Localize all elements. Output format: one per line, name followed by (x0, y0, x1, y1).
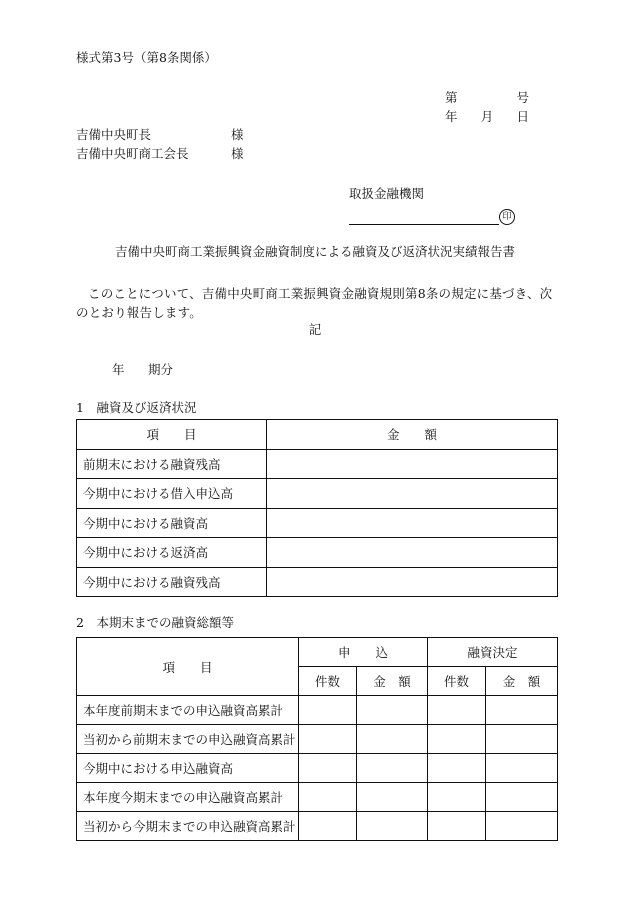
addressee-mayor-honorific: 様 (231, 127, 244, 142)
amount-cell[interactable] (267, 479, 558, 509)
amount-cell[interactable] (267, 538, 558, 568)
decision-count-cell[interactable] (428, 783, 486, 812)
row-label: 今期中における申込融資高 (77, 754, 299, 783)
table-row (77, 449, 558, 479)
addressee-mayor: 吉備中央町長 (76, 127, 152, 142)
decision-amount-cell[interactable] (486, 696, 558, 725)
row-label: 当初から今期末までの申込融資高累計 (77, 812, 299, 841)
table-header-row (77, 638, 558, 667)
header-application: 申 込 (299, 638, 428, 667)
bank-label: 取扱金融機関 (349, 186, 425, 201)
period-year: 年 (112, 362, 125, 377)
application-amount-cell[interactable] (357, 783, 428, 812)
addressee-chamber-honorific: 様 (231, 146, 244, 161)
table-row (77, 725, 558, 754)
subheader-decision-amount: 金 額 (486, 667, 558, 696)
application-count-cell[interactable] (299, 812, 357, 841)
subheader-application-count: 件数 (299, 667, 357, 696)
application-count-cell[interactable] (299, 725, 357, 754)
section2-heading: 2 本期末までの融資総額等 (76, 615, 234, 630)
row-label: 今期中における借入申込高 (77, 479, 267, 509)
form-number: 様式第3号（第8条関係） (76, 50, 217, 65)
table-row (77, 696, 558, 725)
row-label: 今期中における返済高 (77, 538, 267, 568)
table-row (77, 508, 558, 538)
document-number-suffix: 号 (516, 90, 529, 105)
total-loan-table (76, 637, 558, 841)
application-count-cell[interactable] (299, 696, 357, 725)
decision-count-cell[interactable] (428, 696, 486, 725)
row-label: 今期中における融資高 (77, 508, 267, 538)
decision-count-cell[interactable] (428, 754, 486, 783)
table-row (77, 754, 558, 783)
amount-cell[interactable] (267, 567, 558, 597)
header-amount: 金 額 (267, 420, 558, 450)
table-row (77, 479, 558, 509)
signature-line (349, 224, 499, 225)
body-text: このことについて、吉備中央町商工業振興資金融資規則第8条の規定に基づき、次のとおり報告します。 (76, 286, 553, 320)
header-decision: 融資決定 (428, 638, 558, 667)
row-label: 今期中における融資残高 (77, 567, 267, 597)
decision-amount-cell[interactable] (486, 725, 558, 754)
decision-count-cell[interactable] (428, 725, 486, 754)
decision-amount-cell[interactable] (486, 754, 558, 783)
period-suffix: 期分 (148, 362, 174, 377)
seal-mark-icon: 印 (499, 209, 515, 225)
table-row (77, 567, 558, 597)
row-label: 本年度前期末までの申込融資高累計 (77, 696, 299, 725)
date-month: 月 (480, 109, 494, 124)
header-item: 項 目 (77, 638, 299, 696)
ki-mark: 記 (308, 322, 322, 337)
application-amount-cell[interactable] (357, 812, 428, 841)
table-row (77, 538, 558, 568)
date-year: 年 (445, 109, 458, 124)
decision-amount-cell[interactable] (486, 783, 558, 812)
row-label: 当初から前期末までの申込融資高累計 (77, 725, 299, 754)
application-count-cell[interactable] (299, 783, 357, 812)
table-row (77, 783, 558, 812)
table-header-row (77, 420, 558, 450)
section1-heading: 1 融資及び返済状況 (76, 400, 197, 415)
decision-amount-cell[interactable] (486, 812, 558, 841)
amount-cell[interactable] (267, 508, 558, 538)
application-amount-cell[interactable] (357, 754, 428, 783)
application-count-cell[interactable] (299, 754, 357, 783)
decision-count-cell[interactable] (428, 812, 486, 841)
document-number-line (445, 92, 529, 105)
addressee-chamber: 吉備中央町商工会長 (76, 146, 189, 161)
header-item: 項 目 (77, 420, 267, 450)
date-line (445, 111, 529, 124)
subheader-application-amount: 金 額 (357, 667, 428, 696)
subheader-decision-count: 件数 (428, 667, 486, 696)
amount-cell[interactable] (267, 449, 558, 479)
table-row (77, 812, 558, 841)
loan-repayment-table (76, 419, 558, 597)
application-amount-cell[interactable] (357, 696, 428, 725)
document-number-prefix: 第 (445, 90, 458, 105)
row-label: 前期末における融資残高 (77, 449, 267, 479)
application-amount-cell[interactable] (357, 725, 428, 754)
row-label: 本年度今期末までの申込融資高累計 (77, 783, 299, 812)
document-title: 吉備中央町商工業振興資金融資制度による融資及び返済状況実績報告書 (114, 244, 515, 259)
date-day: 日 (516, 109, 529, 124)
